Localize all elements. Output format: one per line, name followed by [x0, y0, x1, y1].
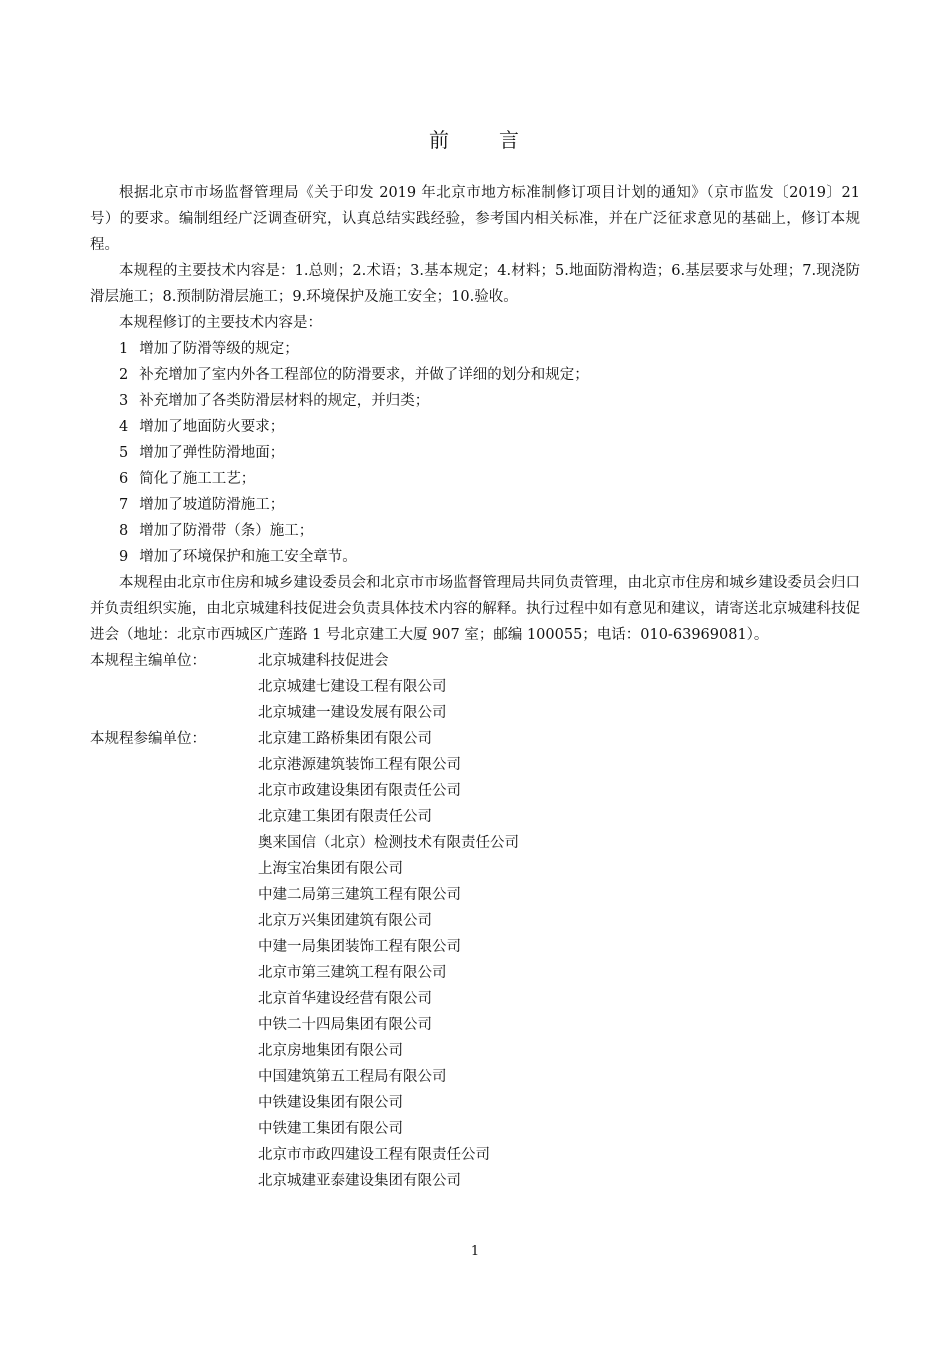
- unit-label-spacer: [90, 752, 258, 778]
- participating-unit-label: 本规程参编单位：: [90, 731, 206, 747]
- title-char-1: 前: [429, 128, 451, 152]
- revision-item-number: 7: [119, 497, 129, 513]
- page-title: [0, 126, 950, 154]
- participating-unit: 北京市市政四建设工程有限责任公司: [258, 1147, 490, 1163]
- unit-label-spacer: [90, 1090, 258, 1116]
- units-section: [90, 648, 860, 1194]
- participating-unit-row: [90, 1012, 860, 1038]
- chief-unit: 北京城建科技促进会: [258, 653, 389, 669]
- participating-unit-row: [90, 882, 860, 908]
- revision-item-text: 增加了坡道防滑施工；: [139, 497, 285, 513]
- revision-item: [90, 544, 860, 570]
- revision-item-text: 增加了地面防火要求；: [139, 419, 285, 435]
- revision-item-text: 增加了防滑带（条）施工；: [139, 523, 314, 539]
- revision-item-text: 简化了施工工艺；: [139, 471, 256, 487]
- unit-label-spacer: [90, 1038, 258, 1064]
- chief-unit-row: [90, 648, 860, 674]
- participating-unit: 上海宝冶集团有限公司: [258, 861, 403, 877]
- revision-item-text: 补充增加了室内外各工程部位的防滑要求，并做了详细的划分和规定；: [139, 367, 589, 383]
- intro-paragraph: 根据北京市市场监督管理局《关于印发 2019 年北京市地方标准制修订项目计划的通知》（京市监发〔2019〕21 号）的要求。编制组经广泛调查研究，认真总结实践经验，参考国内相关标准，并在广泛征求意见的基础上，修订本规程。: [90, 185, 860, 253]
- unit-label-spacer: [90, 986, 258, 1012]
- unit-label-spacer: [90, 1012, 258, 1038]
- unit-label-spacer: [90, 1142, 258, 1168]
- participating-unit-row: [90, 1116, 860, 1142]
- management-paragraph: 本规程由北京市住房和城乡建设委员会和北京市市场监督管理局共同负责管理，由北京市住房和城乡建设委员会归口并负责组织实施，由北京城建科技促进会负责具体技术内容的解释。执行过程中如有意见和建议，请寄送北京城建科技促进会（地址：北京市西城区广莲路 1 号北京建工大厦 907 室；邮编 100055；电话：010-63969081）。: [90, 575, 860, 643]
- revision-item: [90, 414, 860, 440]
- participating-unit: 北京万兴集团建筑有限公司: [258, 913, 432, 929]
- revision-item-text: 增加了防滑等级的规定；: [139, 341, 299, 357]
- revision-item-number: 2: [119, 367, 129, 383]
- revision-item: [90, 336, 860, 362]
- unit-label-spacer: [90, 804, 258, 830]
- revision-item-number: 9: [119, 549, 129, 565]
- revision-item-text: 增加了弹性防滑地面；: [139, 445, 285, 461]
- chief-unit-label: 本规程主编单位：: [90, 653, 206, 669]
- chief-unit: 北京城建一建设发展有限公司: [258, 705, 447, 721]
- revision-item-number: 5: [119, 445, 129, 461]
- participating-unit: 北京房地集团有限公司: [258, 1043, 403, 1059]
- participating-unit: 北京建工路桥集团有限公司: [258, 731, 432, 747]
- chief-unit-row: [90, 674, 860, 700]
- revision-item-text: 增加了环境保护和施工安全章节。: [139, 549, 357, 565]
- participating-unit: 中建二局第三建筑工程有限公司: [258, 887, 461, 903]
- participating-unit-row: [90, 908, 860, 934]
- participating-unit: 北京市第三建筑工程有限公司: [258, 965, 447, 981]
- participating-unit: 中建一局集团装饰工程有限公司: [258, 939, 461, 955]
- main-content-paragraph: 本规程的主要技术内容是：1.总则；2.术语；3.基本规定；4.材料；5.地面防滑构造；6.基层要求与处理；7.现浇防滑层施工；8.预制防滑层施工；9.环境保护及施工安全；10.验收。: [90, 263, 860, 305]
- participating-unit-row: [90, 1064, 860, 1090]
- unit-label-spacer: [90, 778, 258, 804]
- unit-label-spacer: [90, 882, 258, 908]
- participating-unit-row: [90, 960, 860, 986]
- participating-unit: 北京港源建筑装饰工程有限公司: [258, 757, 461, 773]
- participating-unit-row: [90, 726, 860, 752]
- unit-label-spacer: [90, 1116, 258, 1142]
- unit-label-spacer: [90, 830, 258, 856]
- revision-item: [90, 492, 860, 518]
- unit-label-spacer: [90, 700, 258, 726]
- participating-unit: 奥来国信（北京）检测技术有限责任公司: [258, 835, 519, 851]
- revision-item: [90, 388, 860, 414]
- revision-item-number: 8: [119, 523, 129, 539]
- participating-unit-row: [90, 830, 860, 856]
- unit-label-spacer: [90, 1168, 258, 1194]
- chief-unit: 北京城建七建设工程有限公司: [258, 679, 447, 695]
- revision-item: [90, 466, 860, 492]
- participating-unit-row: [90, 856, 860, 882]
- participating-unit-row: [90, 1090, 860, 1116]
- participating-unit-row: [90, 1142, 860, 1168]
- preface-body: [90, 180, 860, 1194]
- chief-unit-row: [90, 700, 860, 726]
- participating-unit-row: [90, 752, 860, 778]
- revision-item-text: 补充增加了各类防滑层材料的规定，并归类；: [139, 393, 430, 409]
- participating-unit-row: [90, 986, 860, 1012]
- participating-unit: 中铁建设集团有限公司: [258, 1095, 403, 1111]
- revision-item-number: 6: [119, 471, 129, 487]
- revision-item-number: 1: [119, 341, 129, 357]
- participating-unit: 中铁建工集团有限公司: [258, 1121, 403, 1137]
- unit-label-spacer: [90, 674, 258, 700]
- title-char-2: 言: [499, 128, 521, 152]
- participating-unit-row: [90, 934, 860, 960]
- revision-item: [90, 440, 860, 466]
- revision-intro-paragraph: 本规程修订的主要技术内容是：: [119, 315, 322, 331]
- participating-unit-row: [90, 1168, 860, 1194]
- unit-label-spacer: [90, 1064, 258, 1090]
- participating-unit: 北京首华建设经营有限公司: [258, 991, 432, 1007]
- participating-unit: 北京市政建设集团有限责任公司: [258, 783, 461, 799]
- participating-unit: 北京建工集团有限责任公司: [258, 809, 432, 825]
- revision-item: [90, 362, 860, 388]
- revision-list: [90, 336, 860, 570]
- unit-label-spacer: [90, 908, 258, 934]
- participating-unit-row: [90, 804, 860, 830]
- participating-unit-row: [90, 1038, 860, 1064]
- page-number: 1: [470, 1244, 480, 1259]
- participating-unit: 北京城建亚泰建设集团有限公司: [258, 1173, 461, 1189]
- revision-item-number: 3: [119, 393, 129, 409]
- revision-item-number: 4: [119, 419, 129, 435]
- participating-unit: 中国建筑第五工程局有限公司: [258, 1069, 447, 1085]
- participating-unit-row: [90, 778, 860, 804]
- unit-label-spacer: [90, 934, 258, 960]
- unit-label-spacer: [90, 856, 258, 882]
- unit-label-spacer: [90, 960, 258, 986]
- participating-unit: 中铁二十四局集团有限公司: [258, 1017, 432, 1033]
- revision-item: [90, 518, 860, 544]
